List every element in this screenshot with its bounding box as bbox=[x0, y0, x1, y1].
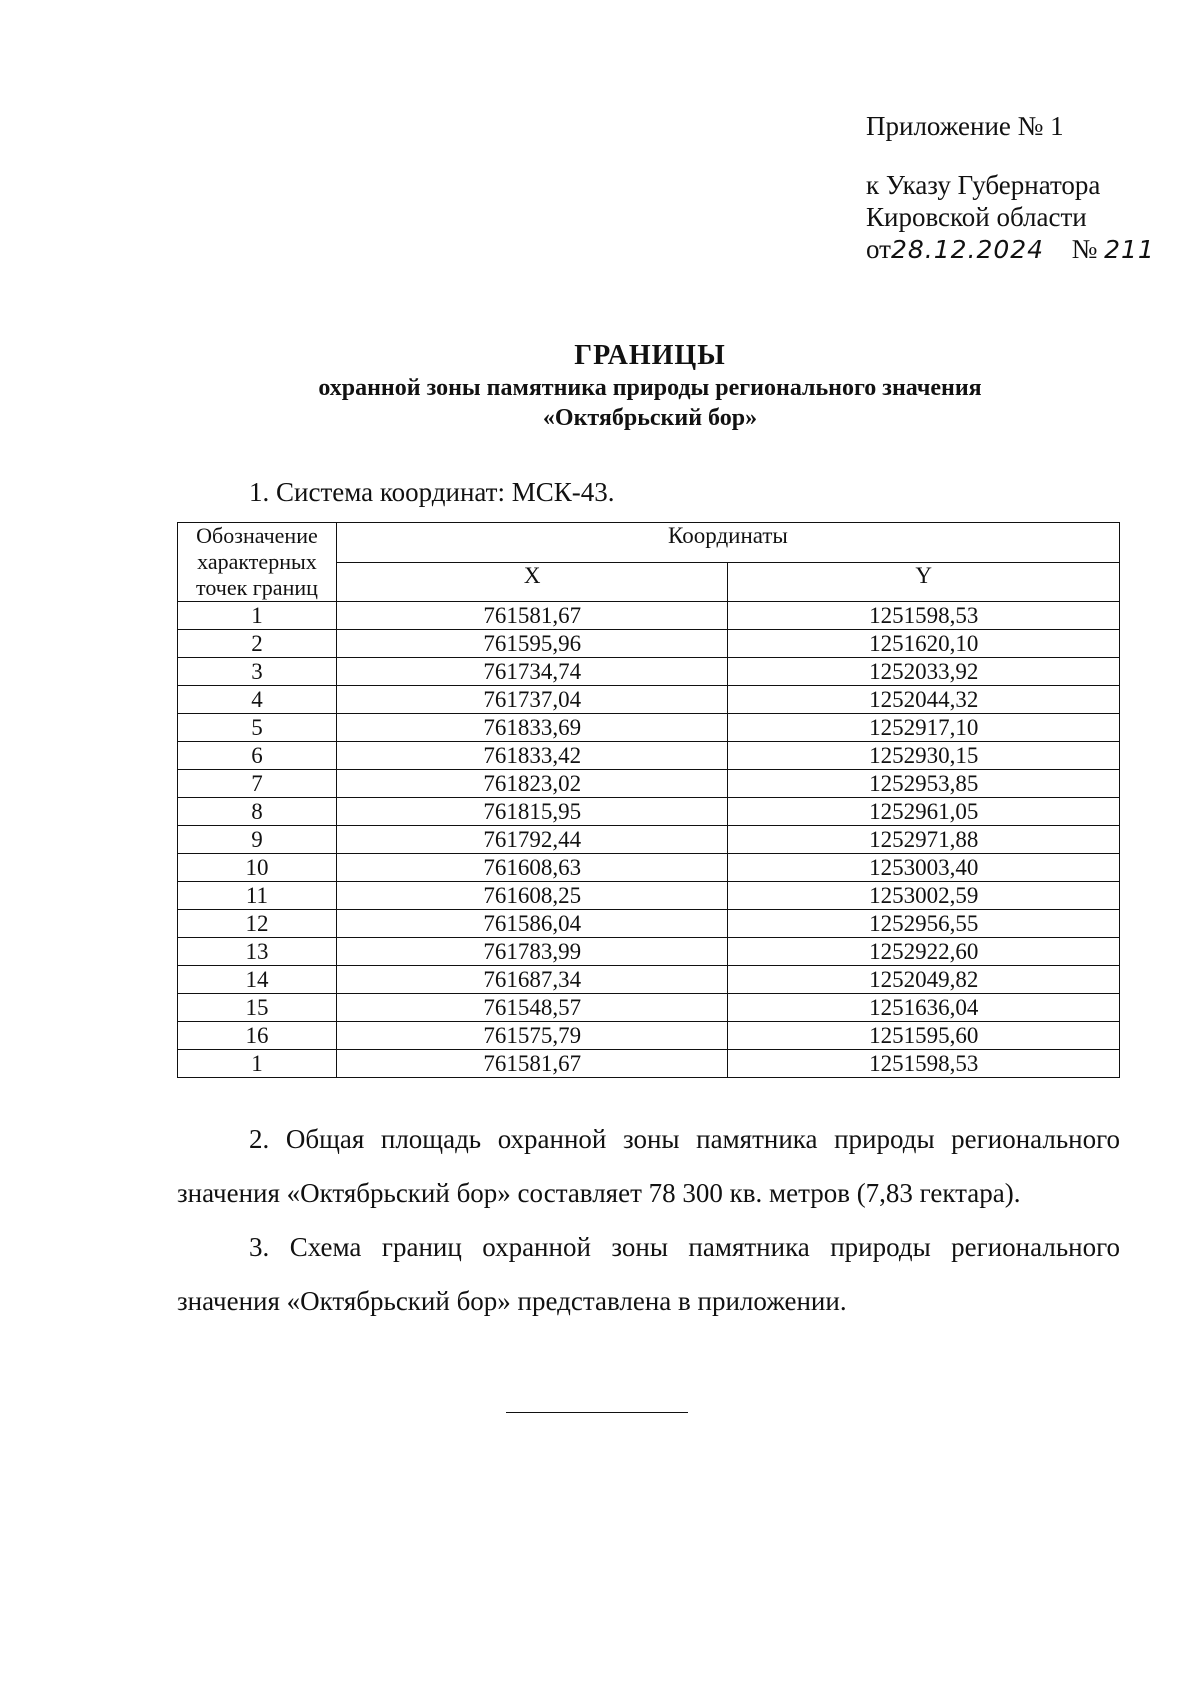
decree-date-number bbox=[866, 233, 1155, 266]
cell-x: 761815,95 bbox=[336, 798, 728, 826]
cell-x: 761734,74 bbox=[336, 658, 728, 686]
cell-point: 1 bbox=[178, 602, 337, 630]
paragraph-2-text: 2. Общая площадь охранной зоны памятника природы регионального значения «Октябрьский бор» составляет 78 300 кв. метров (7,83 гектара). bbox=[177, 1124, 1120, 1208]
table-row bbox=[178, 798, 1120, 826]
cell-x: 761608,25 bbox=[336, 882, 728, 910]
document-title bbox=[0, 339, 1200, 433]
appendix-header bbox=[866, 110, 1155, 266]
table-row bbox=[178, 714, 1120, 742]
cell-point: 9 bbox=[178, 826, 337, 854]
cell-y: 1253003,40 bbox=[728, 854, 1120, 882]
table-row bbox=[178, 686, 1120, 714]
cell-point: 3 bbox=[178, 658, 337, 686]
header-y: Y bbox=[728, 562, 1120, 602]
cell-y: 1252930,15 bbox=[728, 742, 1120, 770]
cell-x: 761575,79 bbox=[336, 1022, 728, 1050]
cell-point: 13 bbox=[178, 938, 337, 966]
cell-point: 6 bbox=[178, 742, 337, 770]
cell-x: 761833,42 bbox=[336, 742, 728, 770]
cell-point: 12 bbox=[178, 910, 337, 938]
table-row bbox=[178, 994, 1120, 1022]
table-row bbox=[178, 882, 1120, 910]
cell-y: 1251620,10 bbox=[728, 630, 1120, 658]
cell-x: 761608,63 bbox=[336, 854, 728, 882]
paragraph-3-text: 3. Схема границ охранной зоны памятника природы регионального значения «Октябрьский бор» представлена в приложении. bbox=[177, 1232, 1120, 1316]
header-x: X bbox=[336, 562, 728, 602]
table-row bbox=[178, 1022, 1120, 1050]
table-row bbox=[178, 854, 1120, 882]
cell-y: 1251598,53 bbox=[728, 1050, 1120, 1078]
paragraph-area bbox=[177, 1112, 1120, 1220]
table-row bbox=[178, 826, 1120, 854]
cell-point: 7 bbox=[178, 770, 337, 798]
header-point: Обозначение характерных точек границ bbox=[178, 523, 337, 602]
cell-y: 1253002,59 bbox=[728, 882, 1120, 910]
cell-x: 761833,69 bbox=[336, 714, 728, 742]
table-row bbox=[178, 938, 1120, 966]
coordinates-table bbox=[177, 522, 1120, 1078]
cell-point: 10 bbox=[178, 854, 337, 882]
appendix-label: Приложение № 1 bbox=[866, 111, 1064, 141]
cell-x: 761548,57 bbox=[336, 994, 728, 1022]
table-row bbox=[178, 658, 1120, 686]
decree-line-1: к Указу Губернатора bbox=[866, 170, 1101, 200]
cell-x: 761823,02 bbox=[336, 770, 728, 798]
cell-x: 761586,04 bbox=[336, 910, 728, 938]
handwritten-number: 211 bbox=[1104, 235, 1155, 264]
cell-y: 1251636,04 bbox=[728, 994, 1120, 1022]
cell-point: 5 bbox=[178, 714, 337, 742]
cell-y: 1251598,53 bbox=[728, 602, 1120, 630]
cell-x: 761687,34 bbox=[336, 966, 728, 994]
cell-y: 1251595,60 bbox=[728, 1022, 1120, 1050]
cell-point: 8 bbox=[178, 798, 337, 826]
cell-y: 1252922,60 bbox=[728, 938, 1120, 966]
title-subtitle-1: охранной зоны памятника природы регионального значения bbox=[318, 375, 982, 401]
cell-x: 761581,67 bbox=[336, 602, 728, 630]
title-subtitle-2: «Октябрьский бор» bbox=[542, 405, 758, 431]
table-row bbox=[178, 630, 1120, 658]
cell-y: 1252033,92 bbox=[728, 658, 1120, 686]
table-row bbox=[178, 770, 1120, 798]
cell-x: 761783,99 bbox=[336, 938, 728, 966]
cell-point: 4 bbox=[178, 686, 337, 714]
number-label: № bbox=[1071, 234, 1098, 264]
coordinates-body bbox=[178, 602, 1120, 1078]
decree-line-2: Кировской области bbox=[866, 202, 1087, 232]
cell-point: 15 bbox=[178, 994, 337, 1022]
cell-x: 761581,67 bbox=[336, 1050, 728, 1078]
handwritten-date: 28.12.2024 bbox=[890, 235, 1045, 264]
cell-y: 1252049,82 bbox=[728, 966, 1120, 994]
cell-x: 761737,04 bbox=[336, 686, 728, 714]
coordinate-system: 1. Система координат: МСК-43. bbox=[249, 477, 615, 507]
table-row bbox=[178, 966, 1120, 994]
header-coordinates: Координаты bbox=[336, 523, 1119, 563]
cell-point: 16 bbox=[178, 1022, 337, 1050]
cell-point: 11 bbox=[178, 882, 337, 910]
cell-y: 1252956,55 bbox=[728, 910, 1120, 938]
paragraph-scheme bbox=[177, 1220, 1120, 1328]
cell-y: 1252917,10 bbox=[728, 714, 1120, 742]
cell-x: 761595,96 bbox=[336, 630, 728, 658]
cell-y: 1252044,32 bbox=[728, 686, 1120, 714]
table-row bbox=[178, 1050, 1120, 1078]
cell-point: 2 bbox=[178, 630, 337, 658]
cell-x: 761792,44 bbox=[336, 826, 728, 854]
cell-y: 1252971,88 bbox=[728, 826, 1120, 854]
table-row bbox=[178, 910, 1120, 938]
cell-point: 14 bbox=[178, 966, 337, 994]
from-label: от bbox=[866, 234, 891, 264]
title-main: ГРАНИЦЫ bbox=[574, 340, 726, 371]
table-row bbox=[178, 742, 1120, 770]
table-row bbox=[178, 602, 1120, 630]
closing-rule bbox=[506, 1412, 688, 1413]
cell-y: 1252961,05 bbox=[728, 798, 1120, 826]
cell-y: 1252953,85 bbox=[728, 770, 1120, 798]
cell-point: 1 bbox=[178, 1050, 337, 1078]
